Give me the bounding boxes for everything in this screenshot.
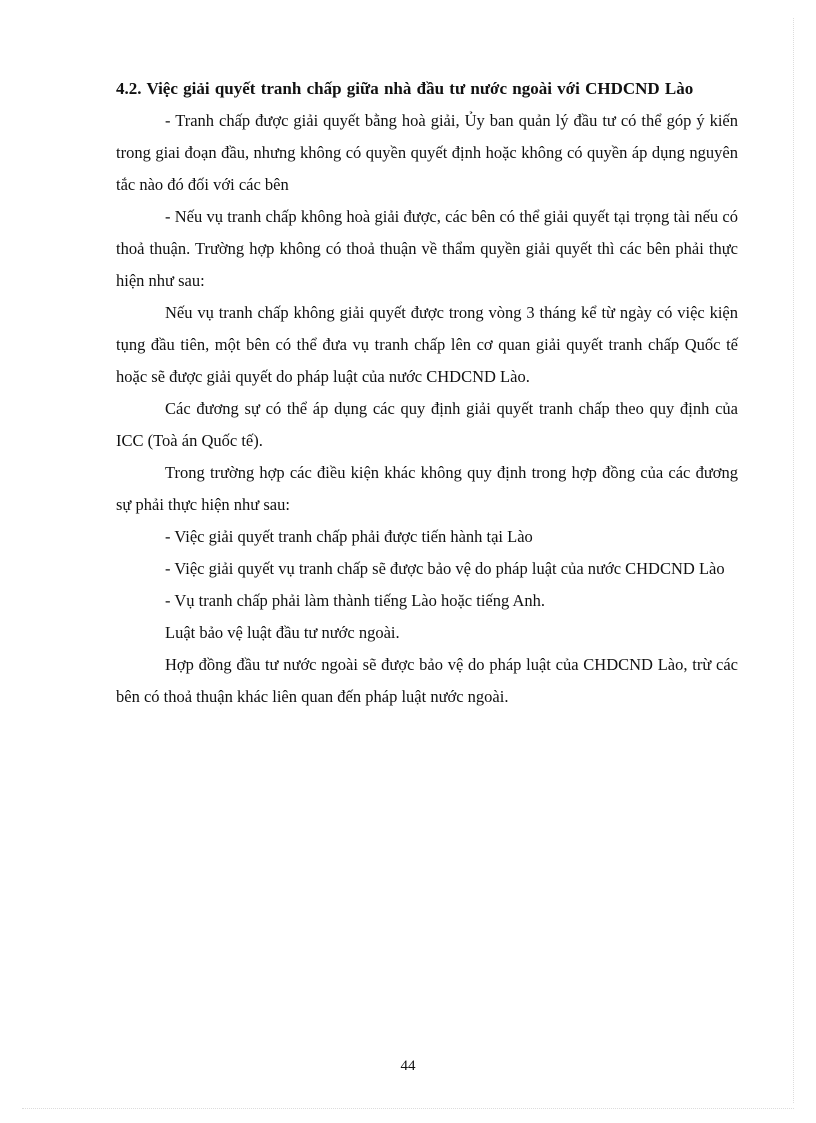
- page-number: 44: [400, 1058, 416, 1074]
- paragraph-5: Trong trường hợp các điều kiện khác không quy định trong hợp đồng của các đương sự phải thực hiện như sau:: [116, 463, 738, 514]
- paragraph-4: Các đương sự có thể áp dụng các quy định giải quyết tranh chấp theo quy định của ICC (Toà án Quốc tế).: [116, 399, 738, 450]
- section-heading: 4.2. Việc giải quyết tranh chấp giữa nhà đầu tư nước ngoài với CHDCND Lào: [116, 79, 694, 98]
- paragraph-10: Hợp đồng đầu tư nước ngoài sẽ được bảo vệ do pháp luật của CHDCND Lào, trừ các bên có thoả thuận khác liên quan đến pháp luật nước ngoài.: [116, 655, 738, 706]
- paragraph-3: Nếu vụ tranh chấp không giải quyết được trong vòng 3 tháng kể từ ngày có việc kiện tụng đầu tiên, một bên có thể đưa vụ tranh chấp lên cơ quan giải quyết tranh chấp Quốc tế hoặc sẽ được giải quyết do pháp luật của nước CHDCND Lào.: [116, 303, 738, 386]
- paragraph-6: - Việc giải quyết tranh chấp phải được tiến hành tại Lào: [165, 527, 533, 546]
- paragraph-9: Luật bảo vệ luật đầu tư nước ngoài.: [165, 623, 400, 642]
- page-body: [116, 73, 738, 713]
- paragraph-8: - Vụ tranh chấp phải làm thành tiếng Lào hoặc tiếng Anh.: [165, 591, 546, 610]
- right-margin-guide: [793, 18, 794, 1103]
- paragraph-1: - Tranh chấp được giải quyết bằng hoà giải, Ủy ban quản lý đầu tư có thể góp ý kiến trong giai đoạn đầu, nhưng không có quyền quyết định hoặc không có quyền áp dụng nguyên tắc nào đó đối với các bên: [116, 111, 738, 194]
- paragraph-2: - Nếu vụ tranh chấp không hoà giải được, các bên có thể giải quyết tại trọng tài nếu có thoả thuận. Trường hợp không có thoả thuận về thẩm quyền giải quyết thì các bên phải thực hiện như sau:: [116, 207, 738, 290]
- paragraph-7: - Việc giải quyết vụ tranh chấp sẽ được bảo vệ do pháp luật của nước CHDCND Lào: [165, 559, 725, 578]
- bottom-margin-guide: [22, 1108, 794, 1109]
